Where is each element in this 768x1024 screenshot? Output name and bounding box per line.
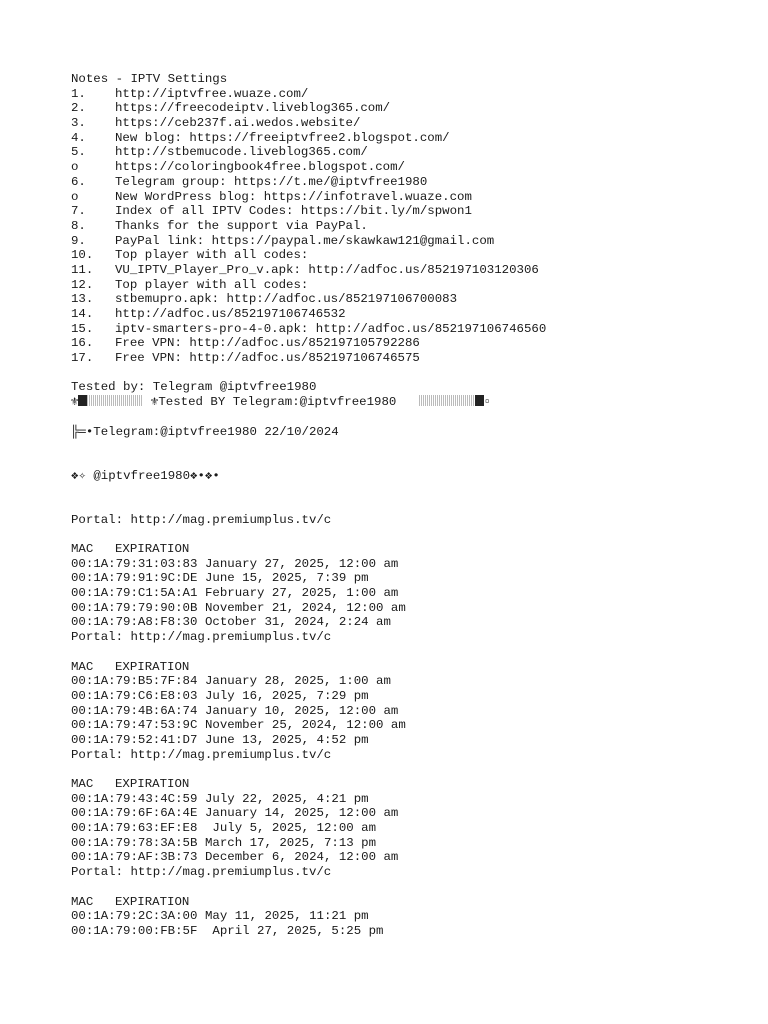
portal-line: Portal: http://mag.premiumplus.tv/c [71,512,332,527]
expiration-date: July 22, 2025, 4:21 pm [205,791,369,806]
mac-table-header [71,542,751,557]
list-item-number: 16. [71,336,94,351]
mac-address: 00:1A:79:2C:3A:00 [71,909,198,924]
mac-column-header: MAC [71,777,94,792]
list-item-number: 17. [71,351,94,366]
expiration-date: January 10, 2025, 12:00 am [205,703,399,718]
list-item-text: Thanks for the support via PayPal. [115,218,368,233]
mac-address: 00:1A:79:C6:E8:03 [71,688,198,703]
mac-address: 00:1A:79:52:41:D7 [71,732,198,747]
list-item-number: 8. [71,218,86,233]
expiration-date: February 27, 2025, 1:00 am [205,586,399,601]
list-item [71,101,751,116]
mac-address: 00:1A:79:78:3A:5B [71,835,198,850]
list-item-text: iptv-smarters-pro-4-0.apk: http://adfoc.us/852197106746560 [115,321,547,336]
expiration-date: July 5, 2025, 12:00 am [205,821,377,836]
expiration-date: November 25, 2024, 12:00 am [205,718,406,733]
expiration-date: January 14, 2025, 12:00 am [205,806,399,821]
link-list [71,87,751,366]
solid-block-bar [78,395,87,406]
list-item-number: 7. [71,204,86,219]
table-row [71,850,751,865]
mac-table-header [71,777,751,792]
table-row [71,615,751,630]
expiration-date: April 27, 2025, 5:25 pm [205,923,384,938]
table-row [71,733,751,748]
table-row [71,718,751,733]
list-item [71,292,751,307]
list-item [71,145,751,160]
expiration-date: January 28, 2025, 1:00 am [205,674,391,689]
list-item-text: stbemupro.apk: http://adfoc.us/852197106700083 [115,292,458,307]
table-row [71,601,751,616]
table-row [71,704,751,719]
handle-line: ❖✧ @iptvfree1980❖•❖• [71,468,220,483]
mac-address: 00:1A:79:47:53:9C [71,718,198,733]
table-row [71,821,751,836]
expiration-date: November 21, 2024, 12:00 am [205,600,406,615]
expiration-column-header: EXPIRATION [115,894,190,909]
mac-address: 00:1A:79:00:FB:5F [71,923,198,938]
table-row [71,792,751,807]
list-item-number: 11. [71,262,94,277]
portal-line: Portal: http://mag.premiumplus.tv/c [71,630,332,645]
list-item-number: o [71,189,79,204]
mac-address: 00:1A:79:63:EF:E8 [71,821,198,836]
expiration-column-header: EXPIRATION [115,777,190,792]
list-item-number: 9. [71,233,86,248]
list-item [71,160,751,175]
expiration-date: January 27, 2025, 12:00 am [205,556,399,571]
banner-text: Tested BY Telegram:@iptvfree1980 [158,395,397,410]
mac-address: 00:1A:79:B5:7F:84 [71,674,198,689]
table-row [71,571,751,586]
list-item-number: 5. [71,145,86,160]
list-item-number: 13. [71,292,94,307]
list-item-number: 2. [71,101,86,116]
mac-address: 00:1A:79:43:4C:59 [71,791,198,806]
mac-address: 00:1A:79:C1:5A:A1 [71,586,198,601]
list-item [71,263,751,278]
list-item [71,190,751,205]
shade-block-bar [419,395,475,406]
list-item [71,336,751,351]
page-title: Notes - IPTV Settings [71,72,228,86]
list-item [71,175,751,190]
list-item-number: 14. [71,307,94,321]
mac-address: 00:1A:79:91:9C:DE [71,571,198,586]
list-item [71,234,751,249]
mac-table-header [71,895,751,910]
list-item [71,322,751,337]
list-item-text: http://stbemucode.liveblog365.com/ [115,145,368,160]
list-item [71,204,751,219]
portal-line: Portal: http://mag.premiumplus.tv/c [71,747,332,762]
list-item-text: PayPal link: https://paypal.me/skawkaw121@gmail.com [115,233,495,248]
mac-address: 00:1A:79:31:03:83 [71,556,198,571]
list-item-text: Top player with all codes: [115,277,309,292]
document-body [71,72,751,939]
list-item-number: 4. [71,130,86,145]
mac-address: 00:1A:79:79:90:0B [71,600,198,615]
list-item-text: https://ceb237f.ai.wedos.website/ [115,116,361,131]
fleur-de-lis-icon: ⚜ [71,395,79,410]
solid-block-bar [475,395,484,406]
small-square-icon: ▫ [483,395,492,410]
fleur-de-lis-icon: ⚜ [150,395,159,410]
expiration-date: June 13, 2025, 4:52 pm [205,732,369,747]
list-item-text: https://coloringbook4free.blogspot.com/ [115,160,405,175]
list-item-text: VU_IPTV_Player_Pro_v.apk: http://adfoc.us/852197103120306 [115,262,539,277]
list-item-number: 12. [71,277,94,292]
block-spacer [71,645,751,660]
portal-line: Portal: http://mag.premiumplus.tv/c [71,865,332,880]
list-item-text: Index of all IPTV Codes: https://bit.ly/m/spwon1 [115,204,472,219]
list-item-number: 10. [71,248,94,263]
list-item-text: New WordPress blog: https://infotravel.wuaze.com [115,189,472,204]
expiration-date: December 6, 2024, 12:00 am [205,850,399,865]
tested-by-line: Tested by: Telegram @iptvfree1980 [71,380,317,395]
list-item [71,219,751,234]
list-item-number: o [71,160,79,175]
expiration-date: March 17, 2025, 7:13 pm [205,835,377,850]
list-item [71,248,751,263]
table-row [71,924,751,939]
list-item-text: Telegram group: https://t.me/@iptvfree1980 [115,174,428,189]
mac-column-header: MAC [71,894,94,909]
list-item-text: http://adfoc.us/852197106746532 [115,307,346,321]
list-item-number: 1. [71,86,86,101]
mac-table-header [71,660,751,675]
table-row [71,674,751,689]
tested-banner [71,395,751,410]
list-item-text: New blog: https://freeiptvfree2.blogspot.com/ [115,130,450,145]
expiration-column-header: EXPIRATION [115,659,190,674]
mac-column-header: MAC [71,659,94,674]
expiration-column-header: EXPIRATION [115,542,190,557]
expiration-date: October 31, 2024, 2:24 am [205,615,391,630]
list-item [71,87,751,102]
block-spacer [71,762,751,777]
expiration-date: June 15, 2025, 7:39 pm [205,571,369,586]
list-item [71,131,751,146]
list-item-text: https://freecodeiptv.liveblog365.com/ [115,101,391,116]
block-spacer [71,880,751,895]
list-item-number: 6. [71,174,86,189]
list-item-text: http://iptvfree.wuaze.com/ [115,86,309,101]
mac-address: 00:1A:79:AF:3B:73 [71,850,198,865]
list-item-number: 15. [71,321,94,336]
table-row [71,836,751,851]
mac-address: 00:1A:79:A8:F8:30 [71,615,198,630]
shade-block-bar [87,395,143,406]
list-item [71,278,751,293]
mac-address: 00:1A:79:4B:6A:74 [71,703,198,718]
table-row [71,689,751,704]
list-item-text: Top player with all codes: [115,248,309,263]
list-item [71,116,751,131]
table-row [71,909,751,924]
table-row [71,586,751,601]
table-row [71,557,751,572]
expiration-date: May 11, 2025, 11:21 pm [205,909,369,924]
list-item-text: Free VPN: http://adfoc.us/852197105792286 [115,336,420,351]
list-item-number: 3. [71,116,86,131]
list-item-text: Free VPN: http://adfoc.us/852197106746575 [115,351,420,366]
expiration-date: July 16, 2025, 7:29 pm [205,688,369,703]
mac-blocks [71,542,751,939]
mac-column-header: MAC [71,542,94,557]
list-item [71,307,751,322]
table-row [71,806,751,821]
list-item [71,351,751,366]
mac-address: 00:1A:79:6F:6A:4E [71,806,198,821]
telegram-date-line: ╠═•Telegram:@iptvfree1980 22/10/2024 [71,424,339,439]
